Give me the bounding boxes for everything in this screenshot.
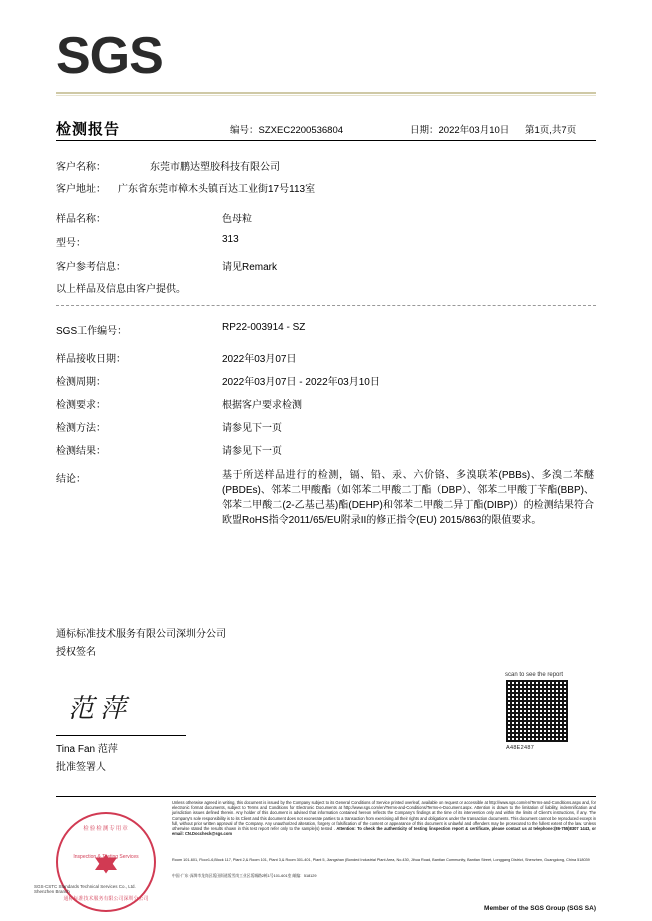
conclusion-label: 结论： (56, 474, 86, 485)
reference-label: 客户参考信息： (56, 262, 126, 273)
sample-name-label: 样品名称： (56, 214, 106, 225)
customer-name-value: 东莞市鹏达塑胶科技有限公司 (150, 162, 280, 173)
customer-name-label: 客户名称： (56, 162, 106, 173)
signature-line (56, 735, 186, 736)
sgs-logo (56, 27, 196, 88)
header-divider-secondary (56, 95, 596, 96)
report-number (230, 122, 343, 136)
sample-name-value: 色母粒 (222, 214, 252, 225)
model-label: 型号： (56, 238, 86, 249)
divider-dashed (56, 305, 596, 306)
sgs-logo-text: SGS (56, 27, 163, 85)
job-number-label: SGS工作编号： (56, 326, 128, 337)
footer-disclaimer-text: Unless otherwise agreed in writing, this document is issued by the Company subject to its General Conditions of Service printed overleaf, available on request or accessible at http://www.sgs.com/en/Terms-and-Conditions.aspx and, for electronic format documents, subject to Terms and Conditions for Electronic Documents at http://www.sgs.com/en/Terms-and-Conditions/Terms-e-Document.aspx. Attention is drawn to the limitation of liability, indemnification and jurisdiction issues defined therein. Any holder of this document is advised that information contained hereon reflects the Company's findings at the time of its intervention only and within the limits of Client's instructions, if any. The Company's sole responsibility is to its Client and this document does not exonerate parties to a transaction from exercising all their rights and obligations under the transaction documents. This document cannot be reproduced except in full, without prior written approval of the Company. Any unauthorized alteration, forgery or falsification of the content or appearance of this document is unlawful and offenders may be prosecuted to the fullest extent of the law. Unless otherwise stated the results shown in this test report refer only to the sample(s) tested . (172, 800, 596, 832)
footer-lab-line-en: SGS-CSTC Standards Technical Services Co., Ltd. Shenzhen Branch (34, 884, 136, 894)
footer-disclaimer (172, 800, 596, 836)
test-requirement-value: 根据客户要求检测 (222, 400, 302, 411)
test-period-value: 2022年03月07日 - 2022年03月10日 (222, 377, 380, 388)
report-number-value: SZXEC2200536804 (258, 125, 344, 136)
test-requirement-label: 检测要求： (56, 400, 106, 411)
qr-caption: scan to see the report (505, 672, 564, 678)
received-date-label: 样品接收日期： (56, 354, 126, 365)
stamp-bottom-text: 通标标准技术服务有限公司深圳分公司 (63, 896, 149, 902)
test-method-value: 请参见下一页 (222, 423, 282, 434)
footer-address-en: Room 101-601, Floor1-6,Block 117, Plant 2,& Room 101, Plant 3,& Room 301-401, Plant 5, Jiangshan (Bonded Industrial Plant Area, No.430, Jihua Road, Bantian Community, Bantian Street, Longgang District, Shenzhen, Guangdong, China 518039 (172, 858, 590, 862)
customer-address-label: 客户地址： (56, 184, 106, 195)
footer-divider (56, 796, 596, 797)
stamp-top-text: 检验检测专用章 (83, 826, 129, 832)
stamp-mid-text: Inspection & Testing Services (73, 854, 139, 860)
test-method-label: 检测方法： (56, 423, 106, 434)
report-date (410, 122, 509, 136)
report-number-label: 编号： (230, 125, 259, 136)
signing-company: 通标标准技术服务有限公司深圳分公司 (56, 629, 226, 640)
page-title: 检测报告 (56, 121, 121, 138)
signer-name: Tina Fan 范萍 (56, 744, 118, 755)
model-value: 313 (222, 234, 239, 245)
handwritten-signature: 范萍 (68, 694, 133, 723)
conclusion-text: 基于所送样品进行的检测，镉、铅、汞、六价铬、多溴联苯(PBBs)、多溴二苯醚(PBDEs)、邻苯二甲酸酯（如邻苯二甲酸二丁酯（DBP）、邻苯二甲酸丁苄酯(BBP)、邻苯二甲酸二(2-乙基己基)酯(DEHP)和邻苯二甲酸二异丁酯(DIBP)）的检测结果符合欧盟RoHS指令2011/65/EU附录II的修正指令(EU) 2015/863的限值要求。 (222, 470, 594, 526)
test-period-label: 检测周期： (56, 377, 106, 388)
footer-address-cn: 中国·广东·深圳市龙岗区坂田街道坂雪岗工业区坂城路2栋1号101-601室 邮编：518129 (172, 874, 317, 878)
footer-attention-text: Attention: To check the authenticity of testing /inspection report & certificate, please contact us at telephone:(86-755)8307 1443, or email: CN.Doccheck@sgs.com (172, 826, 596, 837)
report-date-value: 2022年03月10日 (438, 125, 510, 136)
authorized-signature-label: 授权签名 (56, 647, 96, 658)
received-date-value: 2022年03月07日 (222, 354, 297, 365)
reference-value: 请见Remark (222, 262, 278, 273)
page-count: 第1页,共7页 (525, 125, 577, 136)
official-stamp-icon (56, 812, 156, 912)
report-date-label: 日期： (410, 125, 439, 136)
footer-member-line: Member of the SGS Group (SGS SA) (484, 905, 596, 912)
test-result-label: 检测结果： (56, 446, 106, 457)
job-number-value: RP22-003914 - SZ (222, 322, 306, 333)
header-divider (56, 92, 596, 94)
qr-code-icon[interactable] (506, 680, 568, 742)
provided-by-customer-note: 以上样品及信息由客户提供。 (56, 284, 186, 295)
divider-title (56, 140, 596, 141)
qr-code-text: A48E2487 (506, 745, 535, 751)
test-result-value: 请参见下一页 (222, 446, 282, 457)
signer-role: 批准签署人 (56, 762, 106, 773)
customer-address-value: 广东省东莞市樟木头镇百达工业街17号113室 (118, 184, 316, 195)
